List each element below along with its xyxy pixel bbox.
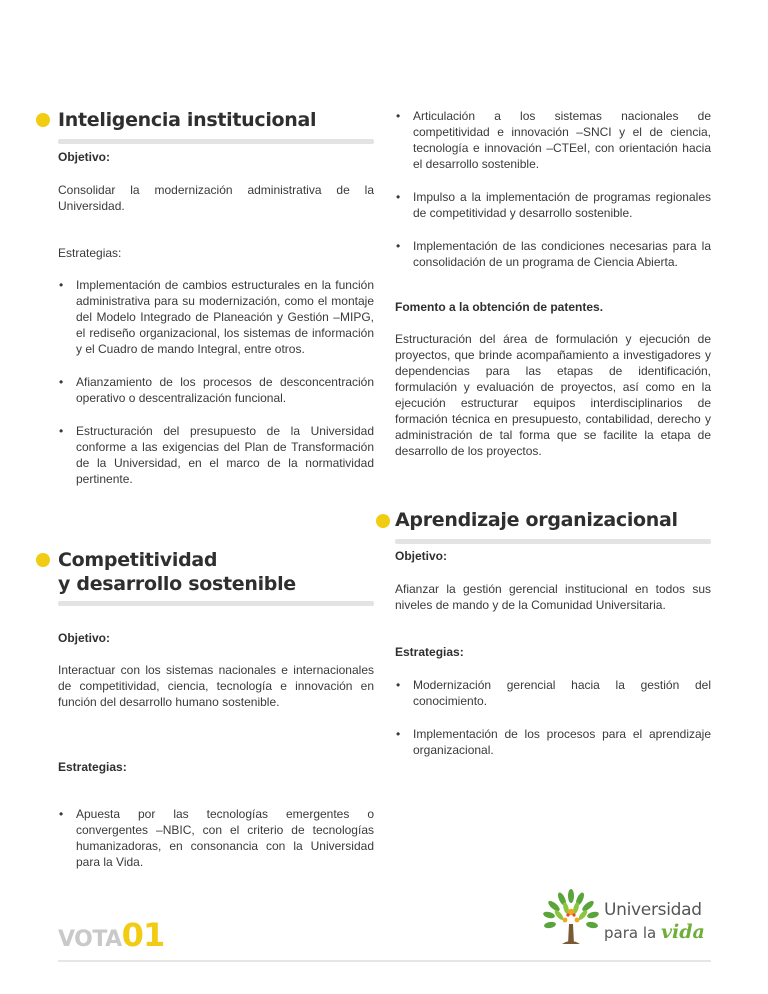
title-underline — [58, 139, 374, 144]
title-underline — [58, 601, 374, 606]
section-title: Aprendizaje organizacional — [395, 509, 678, 531]
strategies-list — [58, 806, 374, 870]
section-aprendizaje-header — [395, 508, 711, 544]
objective-text: Interactuar con los sistemas nacionales e internacionales de competitividad, ciencia, tecnología e innovación en función del desarrollo humano sostenible. — [58, 663, 374, 709]
footer-divider — [58, 960, 711, 962]
strategies-label: Estrategias: — [58, 246, 122, 260]
strategies-list — [395, 677, 711, 758]
objective-label: Objetivo: — [395, 549, 448, 563]
strategies-list — [58, 277, 374, 487]
list-item: • Estructuración del presupuesto de la Universidad conforme a las exigencias del Plan de Transformación de la Universidad, en el marco de la normatividad pertinente. — [58, 423, 374, 487]
vota-number: 01 — [121, 916, 165, 954]
logo-text-vida: vida — [660, 921, 705, 943]
yellow-bullet-icon — [36, 113, 50, 127]
logo-text-para-la: para la — [604, 924, 661, 942]
section-title-line1: Competitividad — [58, 549, 218, 571]
logo-text-para-la-vida — [604, 921, 705, 943]
list-item: • Impulso a la implementación de programas regionales de competitividad y desarrollo sostenible. — [395, 189, 711, 221]
objective-label: Objetivo: — [58, 150, 111, 164]
section-competitividad-header — [58, 548, 374, 606]
patents-text: Estructuración del área de formulación y ejecución de proyectos, que brinde acompañamiento a investigadores y dependencias para las etapas de identificación, formulación y evaluación de proyectos, así como en la ejecución estructurar equipos interdisciplinarios de formación técnica en presupuesto, contabilidad, derecho y administración de tal forma que se facilite la etapa de desarrollo de los proyectos. — [395, 332, 711, 458]
objective-label: Objetivo: — [58, 631, 111, 645]
section-title-line2: y desarrollo sostenible — [58, 573, 296, 595]
objective-text: Consolidar la modernización administrativa de la Universidad. — [58, 183, 374, 213]
continued-strategies-list — [395, 108, 711, 270]
universidad-logo — [540, 888, 712, 952]
list-item: • Modernización gerencial hacia la gestión del conocimiento. — [395, 677, 711, 709]
section-inteligencia-header — [58, 108, 374, 144]
list-item: • Implementación de los procesos para el aprendizaje organizacional. — [395, 726, 711, 758]
vota-badge — [58, 916, 164, 956]
list-item: • Afianzamiento de los procesos de desconcentración operativo o descentralización funcional. — [58, 374, 374, 406]
logo-text-universidad: Universidad — [604, 900, 702, 920]
strategies-label: Estrategias: — [395, 645, 464, 659]
objective-text: Afianzar la gestión gerencial institucional en todos sus niveles de mando y de la Comunidad Universitaria. — [395, 582, 711, 612]
title-underline — [395, 539, 711, 544]
list-item: • Articulación a los sistemas nacionales de competitividad e innovación –SNCI y el de ciencia, tecnología e innovación –CTEeI, con orientación hacia el desarrollo sostenible. — [395, 108, 711, 172]
tree-of-life-icon — [540, 888, 602, 950]
strategies-label: Estrategias: — [58, 760, 127, 774]
section-title: Inteligencia institucional — [58, 109, 317, 131]
list-item: • Apuesta por las tecnologías emergentes o convergentes –NBIC, con el criterio de tecnologías humanizadoras, en consonancia con la Universidad para la Vida. — [58, 806, 374, 870]
list-item: • Implementación de cambios estructurales en la función administrativa para su modernización, como el montaje del Modelo Integrado de Planeación y Gestión –MIPG, el rediseño organizacional, los sistemas de información y el Cuadro de mando Integral, entre otros. — [58, 277, 374, 357]
yellow-bullet-icon — [36, 553, 50, 567]
list-item: • Implementación de las condiciones necesarias para la consolidación de un programa de Ciencia Abierta. — [395, 238, 711, 270]
vota-word: VOTA — [58, 927, 122, 952]
yellow-bullet-icon — [376, 514, 390, 528]
patents-label: Fomento a la obtención de patentes. — [395, 300, 604, 314]
